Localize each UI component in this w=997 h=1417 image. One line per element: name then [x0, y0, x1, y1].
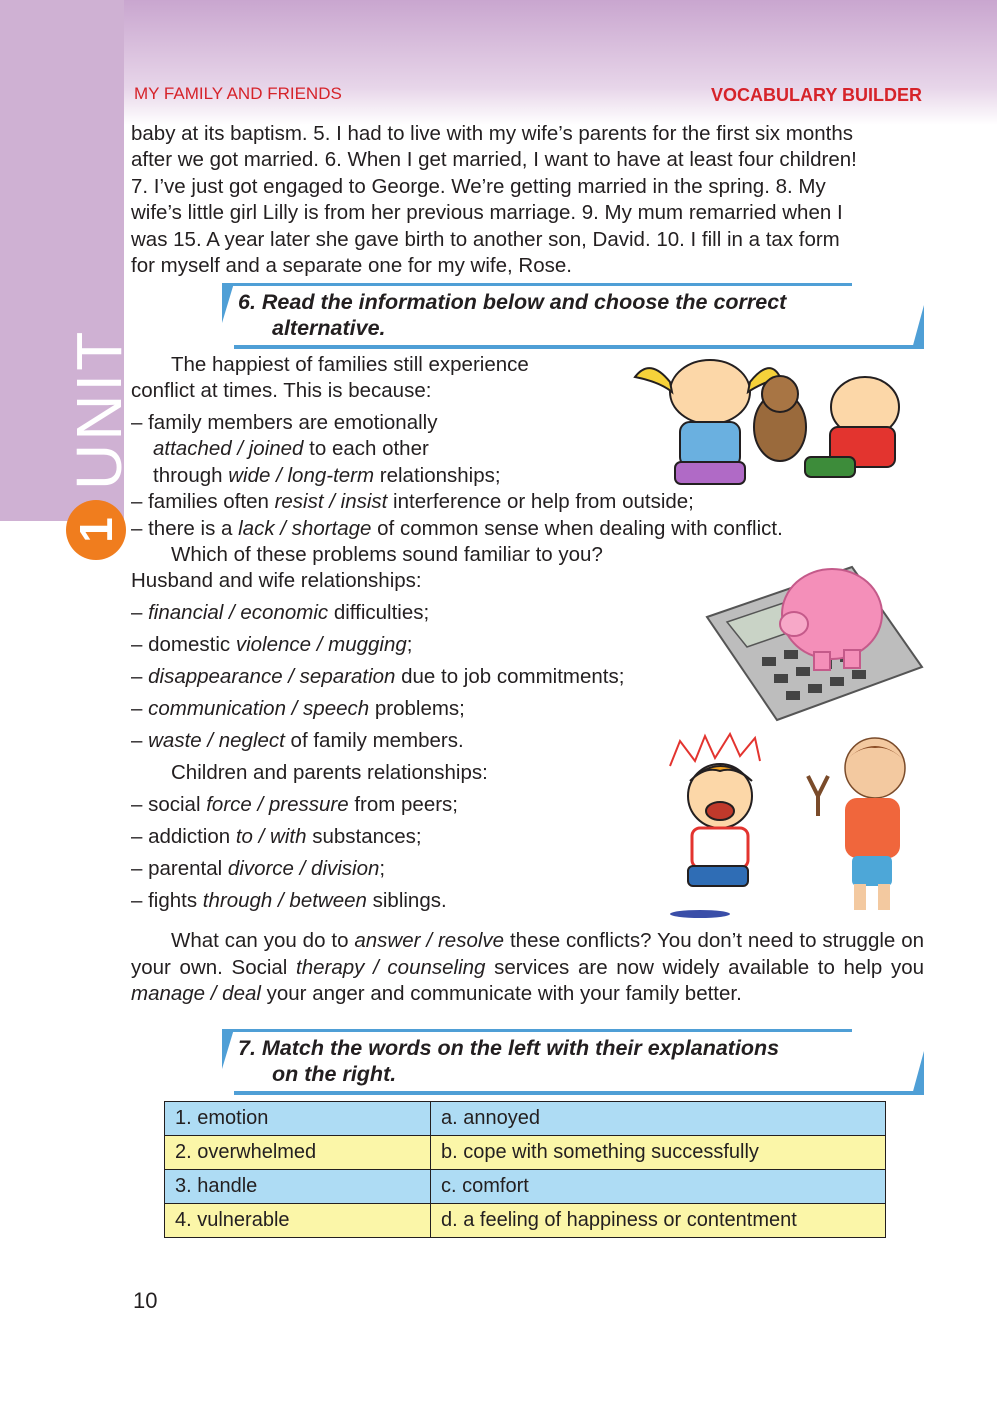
- choice-option[interactable]: waste / neglect: [148, 729, 285, 752]
- choice-option[interactable]: manage / deal: [131, 982, 261, 1005]
- bullet-text: from peers;: [348, 793, 459, 816]
- text-line: The happiest of families still experience: [171, 353, 529, 376]
- bullet-text: – addiction: [131, 825, 236, 848]
- bullet-text: of common sense when dealing with conflict.: [371, 517, 783, 540]
- bullet-text: to each other: [303, 437, 429, 460]
- subheading: Husband and wife relationships:: [131, 569, 422, 592]
- explanation-cell: a. annoyed: [431, 1102, 886, 1136]
- choice-option[interactable]: violence / mugging: [235, 633, 407, 656]
- unit-number-badge: [66, 500, 126, 560]
- choice-option[interactable]: therapy / counseling: [296, 955, 486, 979]
- word-cell: 4. vulnerable: [165, 1204, 431, 1238]
- bullet-text: siblings.: [366, 889, 447, 912]
- task-7-instruction: [238, 1035, 779, 1087]
- task-frame-right: [912, 305, 924, 349]
- choice-option[interactable]: communication / speech: [148, 697, 370, 720]
- bullet-item-cont: [131, 436, 429, 462]
- task-frame-left: [222, 1029, 234, 1069]
- intro-line-4: wife’s little girl Lilly is from her previous marriage. 9. My mum remarried when I: [131, 201, 843, 224]
- bullet-text: interference or help from outside;: [387, 490, 694, 513]
- paragraph-text: What can you do to: [171, 929, 355, 952]
- task-7-box: [222, 1029, 924, 1095]
- word-cell: 1. emotion: [165, 1102, 431, 1136]
- bullet-text: –: [131, 697, 149, 720]
- task-7-line-1: 7. Match the words on the left with their explanations: [238, 1036, 780, 1060]
- bullet-text: – domestic: [131, 633, 236, 656]
- choice-option[interactable]: attached / joined: [153, 437, 304, 460]
- running-header-right: VOCABULARY BUILDER: [710, 85, 922, 105]
- intro-line-6: for myself and a separate one for my wife, Rose.: [131, 254, 572, 277]
- intro-line-5: was 15. A year later she gave birth to another son, David. 10. I fill in a tax form: [131, 228, 840, 251]
- subheading: Children and parents relationships:: [171, 761, 488, 784]
- table-row: [165, 1204, 886, 1238]
- choice-option[interactable]: disappearance / separation: [148, 665, 396, 688]
- bullet-item: [131, 664, 624, 690]
- bullet-item: [131, 824, 422, 850]
- bullet-item: [131, 489, 694, 515]
- task-frame-right: [912, 1051, 924, 1095]
- bullet-item: [131, 632, 412, 658]
- unit-label: UNIT: [63, 328, 135, 490]
- word-cell: 3. handle: [165, 1170, 431, 1204]
- bullet-item: [131, 856, 385, 882]
- choice-option[interactable]: resist / insist: [274, 490, 388, 513]
- bullet-text: ;: [406, 633, 413, 656]
- paragraph-text: your anger and communicate with your family better.: [260, 982, 742, 1005]
- bullet-item: [131, 888, 447, 914]
- table-row: [165, 1170, 886, 1204]
- word-cell: 2. overwhelmed: [165, 1136, 431, 1170]
- bullet-text: through: [153, 464, 229, 487]
- bullet-item: [131, 516, 783, 542]
- bullet-text: – fights: [131, 889, 203, 912]
- header-band: [0, 0, 997, 125]
- choice-option[interactable]: divorce / division: [227, 857, 380, 880]
- bullet-item: [131, 696, 465, 722]
- closing-paragraph: [131, 928, 924, 1008]
- angry-boy-and-slingshot-boy-illustration: [640, 726, 925, 918]
- bullet-text: ;: [379, 857, 386, 880]
- bullet-text: –: [131, 601, 149, 624]
- calculator-piggy-bank-illustration: [702, 552, 924, 724]
- bullet-text: problems;: [369, 697, 465, 720]
- task-frame-left: [222, 283, 234, 323]
- bullet-item: [131, 410, 437, 436]
- bullet-item: [131, 728, 464, 754]
- bullet-item: [131, 792, 458, 818]
- bullet-item-cont: [131, 463, 501, 489]
- bullet-text: difficulties;: [328, 601, 430, 624]
- running-header-left: MY FAMILY AND FRIENDS: [134, 84, 342, 103]
- bullet-text: –: [131, 665, 149, 688]
- task-6-box: [222, 283, 924, 349]
- bullet-text: – families often: [131, 490, 275, 513]
- text-line: conflict at times. This is because:: [131, 379, 432, 402]
- intro-line-2: after we got married. 6. When I get married, I want to have at least four children!: [131, 148, 857, 171]
- bullet-item: [131, 600, 429, 626]
- page-number: 10: [133, 1288, 158, 1313]
- fighting-children-illustration: [630, 352, 925, 492]
- task-6-line-1: 6. Read the information below and choose the correct: [238, 290, 787, 314]
- bullet-text: relationships;: [374, 464, 501, 487]
- explanation-cell: c. comfort: [431, 1170, 886, 1204]
- matching-table: [164, 1101, 886, 1238]
- bullet-text: – family members are emotionally: [131, 411, 438, 434]
- task-frame-bottom: [234, 1091, 924, 1095]
- intro-line-1: baby at its baptism. 5. I had to live with my wife’s parents for the first six months: [131, 122, 853, 145]
- choice-option[interactable]: wide / long-term: [228, 464, 375, 487]
- choice-option[interactable]: lack / shortage: [238, 517, 372, 540]
- paragraph-text: these conflicts? You don’t need to struggle on your own. Social: [131, 929, 925, 979]
- task-6-line-2: alternative.: [272, 316, 386, 340]
- choice-option[interactable]: through / between: [202, 889, 367, 912]
- unit-number: 1: [70, 517, 122, 543]
- paragraph-text: services are now widely available to help you: [485, 955, 924, 979]
- task-frame-top: [222, 283, 852, 286]
- bullet-text: – there is a: [131, 517, 239, 540]
- task-frame-bottom: [234, 345, 924, 349]
- choice-option[interactable]: financial / economic: [148, 601, 329, 624]
- task-7-line-2: on the right.: [272, 1062, 397, 1086]
- choice-option[interactable]: force / pressure: [206, 793, 349, 816]
- table-row: [165, 1102, 886, 1136]
- task-6-instruction: [238, 289, 786, 341]
- choice-option[interactable]: answer / resolve: [354, 929, 505, 952]
- bullet-text: –: [131, 729, 149, 752]
- choice-option[interactable]: to / with: [235, 825, 307, 848]
- task-frame-top: [222, 1029, 852, 1032]
- explanation-cell: d. a feeling of happiness or contentment: [431, 1204, 886, 1238]
- bullet-text: – parental: [131, 857, 228, 880]
- bullet-text: substances;: [306, 825, 422, 848]
- bullet-text: – social: [131, 793, 207, 816]
- explanation-cell: b. cope with something successfully: [431, 1136, 886, 1170]
- text-line: Which of these problems sound familiar to you?: [171, 543, 603, 566]
- table-row: [165, 1136, 886, 1170]
- bullet-text: of family members.: [284, 729, 464, 752]
- intro-line-3: 7. I’ve just got engaged to George. We’re getting married in the spring. 8. My: [131, 175, 826, 198]
- bullet-text: due to job commitments;: [395, 665, 625, 688]
